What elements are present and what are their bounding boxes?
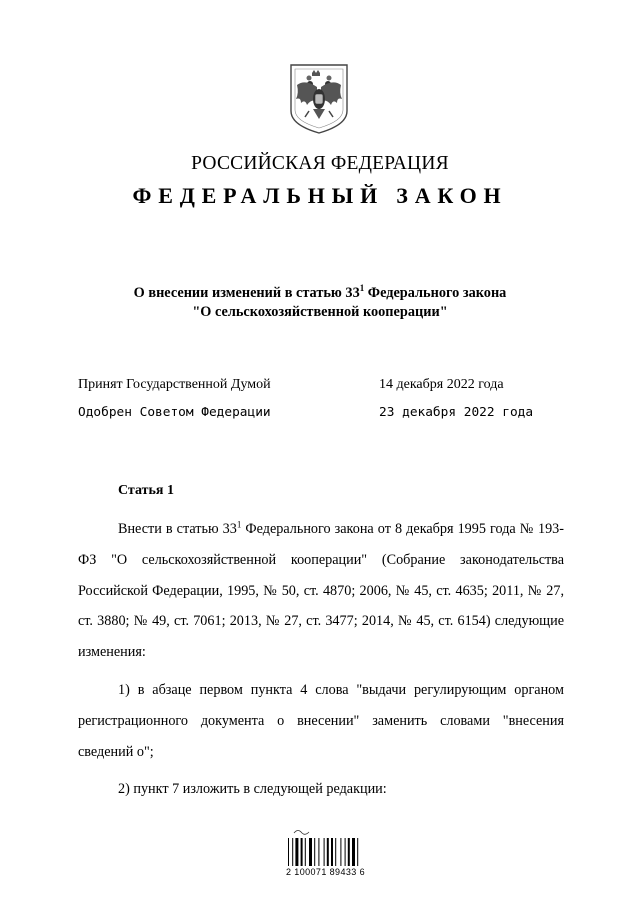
law-title-line1: О внесении изменений в статью $33^1$ Федерального закона xyxy=(133,283,507,301)
article-paragraph: 1) в абзаце первом пункта 4 слова "выдачи регулирующим органом регистрационного документа о внесении" заменить словами "внесения сведений о"; xyxy=(78,681,564,760)
barcode-bars xyxy=(286,828,370,866)
document-type: ФЕДЕРАЛЬНЫЙ ЗАКОН xyxy=(132,183,508,208)
law-title xyxy=(0,284,640,322)
article-paragraph: 2) пункт 7 изложить в следующей редакции: xyxy=(118,781,387,798)
article-paragraph: Внести в статью $33^1$ Федерального закона от 8 декабря 1995 года № 193-ФЗ "О сельскохозяйственной кооперации" (Собрание законодательства Российской Федерации, 1995, № 50, ст. 4870; 2006, № 45, ст. 4635; 2011, № 27, ст. 3880; № 49, ст. 7061; 2013, № 27, ст. 3477; 2014, № 45, ст. 6154) следующие изменения: xyxy=(78,519,564,661)
law-title-line2: "О сельскохозяйственной кооперации" xyxy=(192,304,448,320)
council-approval-date: 23 декабря 2022 года xyxy=(379,405,534,420)
barcode-number: 2 100071 89433 6 xyxy=(286,867,365,877)
duma-approval-label: Принят Государственной Думой xyxy=(78,377,271,392)
article-body xyxy=(78,514,564,812)
council-approval-label: Одобрен Советом Федерации xyxy=(78,405,271,420)
duma-approval-date: 14 декабря 2022 года xyxy=(379,377,504,392)
country-name: РОССИЙСКАЯ ФЕДЕРАЦИЯ xyxy=(191,153,449,174)
barcode xyxy=(286,828,370,877)
russian-coat-of-arms-icon xyxy=(287,63,351,135)
article-heading: Статья 1 xyxy=(118,483,174,498)
